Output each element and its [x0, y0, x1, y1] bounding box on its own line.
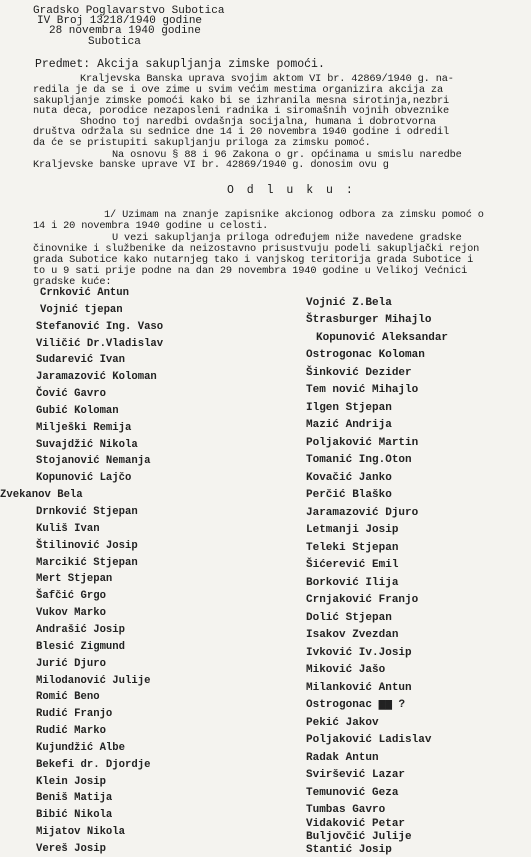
list-item: Sudarević Ivan — [36, 354, 126, 366]
list-item: Kujundžić Albe — [36, 742, 126, 754]
list-item: Viličić Dr.Vladislav — [36, 338, 164, 350]
list-item: Romić Beno — [36, 691, 100, 703]
list-item: Poljaković Martin — [306, 437, 419, 449]
decision-line-6: to u 9 sati prije podne na dan 29 novembra 1940 godine u Velikoj Većnici — [33, 265, 468, 277]
list-item: Šafčić Grgo — [36, 590, 106, 602]
list-item: Radak Antun — [306, 752, 379, 764]
list-item: Šinković Dezider — [306, 367, 412, 379]
list-item: Blesić Zigmund — [36, 641, 126, 653]
list-item: Čović Gavro — [36, 388, 106, 400]
intro-line-9: Kraljevske banske uprave VI br. 42869/1940 g. donosim ovu g — [33, 159, 389, 171]
decision-title: O d l u k u : — [227, 184, 356, 197]
intro-line-8: Na osnovu § 88 i 96 Zakona o gr. općinama u smislu naredbe — [112, 149, 462, 161]
list-item: Kovačić Janko — [306, 472, 392, 484]
header-line-2: IV Broj 13218/1940 godine — [37, 15, 203, 27]
intro-line-2: redila je da se i ove zime u svim većim mestima organizira akcija za — [33, 84, 443, 96]
list-item: Štrasburger Mihajlo — [306, 314, 432, 326]
decision-line-2: 14 i 20 novembra 1940 godine u celosti. — [33, 220, 269, 232]
list-item: Poljaković Ladislav — [306, 734, 432, 746]
list-item: Milodanović Julije — [36, 675, 151, 687]
list-item: Milješki Remija — [36, 422, 132, 434]
list-item: Jaramazović Djuro — [306, 507, 419, 519]
list-item: Tomanić Ing.Oton — [306, 454, 412, 466]
list-item: Milanković Antun — [306, 682, 412, 694]
list-item: Drnković Stjepan — [36, 506, 138, 518]
list-item-label: Ostrogonac — [306, 699, 379, 711]
decision-line-1: 1/ Uzimam na znanje zapisnike akcionog odbora za zimsku pomoć o — [104, 209, 484, 221]
list-item: Isakov Zvezdan — [306, 629, 399, 641]
list-item: Andrašić Josip — [36, 624, 126, 636]
list-item: Kopunović Lajčo — [36, 472, 132, 484]
list-item: Teleki Stjepan — [306, 542, 399, 554]
list-item: Bibić Nikola — [36, 809, 113, 821]
list-item: Beniš Matija — [36, 792, 113, 804]
list-item: Vidaković Petar — [306, 818, 406, 830]
list-item: Klein Josip — [36, 776, 106, 788]
list-item: Jaramazović Koloman — [36, 371, 157, 383]
ink-blot-icon: ▆▆ ? — [378, 699, 406, 711]
list-item: Sviršević Lazar — [306, 769, 406, 781]
list-item: Vereš Josip — [36, 843, 106, 855]
decision-line-3: U vezi sakupljanja priloga određujem niže navedene gradske — [112, 232, 462, 244]
list-item: Ilgen Stjepan — [306, 402, 392, 414]
list-item: Rudić Marko — [36, 725, 106, 737]
list-item: Crnković Antun — [40, 287, 130, 299]
list-item: Miković Jašo — [306, 664, 386, 676]
header-line-4: Subotica — [88, 36, 141, 48]
intro-line-4: nuta deca, porodice nezaposleni radnika i siromašnih vojnih obveznike — [33, 105, 450, 117]
list-item: Stefanović Ing. Vaso — [36, 321, 164, 333]
list-item: Ivković Iv.Josip — [306, 647, 412, 659]
list-item: Kuliš Ivan — [36, 523, 100, 535]
list-item: Jurić Djuro — [36, 658, 106, 670]
list-item: Šićerević Emil — [306, 559, 399, 571]
list-item: Vojnić Z.Bela — [306, 297, 392, 309]
list-item: Borković Ilija — [306, 577, 399, 589]
list-item: Vojnić tjepan — [40, 304, 123, 316]
list-item: Rudić Franjo — [36, 708, 113, 720]
list-item: Tumbas Gavro — [306, 804, 386, 816]
list-item: Zvekanov Bela — [0, 489, 83, 501]
list-item: Stojanović Nemanja — [36, 455, 151, 467]
intro-line-5: Shodno toj naredbi ovdašnja socijalna, humana i dobrotvorna — [80, 116, 436, 128]
list-item: Perčić Blaško — [306, 489, 392, 501]
list-item: Stantić Josip — [306, 844, 392, 856]
intro-line-6: društva održala su sednice dne 14 i 20 novembra 1940 godine i odredil — [33, 126, 450, 138]
list-item: Kopunović Aleksandar — [316, 332, 449, 344]
list-item: Gubić Koloman — [36, 405, 119, 417]
list-item: Štilinović Josip — [36, 540, 138, 552]
list-item: Suvajdžić Nikola — [36, 439, 138, 451]
intro-line-3: sakupljanje zimske pomoći kako bi se izhranila mesna sirotinja,nezbri — [33, 95, 450, 107]
list-item: Dolić Stjepan — [306, 612, 392, 624]
intro-line-7: da će se pristupiti sakupljanju priloga za zimsku pomoć. — [33, 137, 371, 149]
header-line-1: Gradsko Poglavarstvo Subotica — [33, 5, 225, 17]
decision-line-5: grada Subotice kako nutarnjeg tako i vanjskog teritorija grada Subotice i — [33, 254, 474, 266]
list-item: Letmanji Josip — [306, 524, 399, 536]
header-line-3: 28 novembra 1940 godine — [49, 25, 201, 37]
subject-line: Predmet: Akcija sakupljanja zimske pomoći. — [35, 58, 325, 71]
decision-line-4: činovnike i službenike da neizostavno prisustvuju podeli sakupljački rejon — [33, 243, 480, 255]
list-item: Crnjaković Franjo — [306, 594, 419, 606]
list-item: Mazić Andrija — [306, 419, 392, 431]
list-item — [306, 698, 405, 712]
list-item: Mijatov Nikola — [36, 826, 126, 838]
list-item: Vukov Marko — [36, 607, 106, 619]
intro-line-1: Kraljevska Banska uprava svojim aktom VI br. 42869/1940 g. na- — [80, 73, 454, 85]
list-item: Temunović Geza — [306, 787, 399, 799]
list-item: Marcikić Stjepan — [36, 557, 138, 569]
list-item: Ostrogonac Koloman — [306, 349, 425, 361]
list-item: Tem nović Mihajlo — [306, 384, 419, 396]
list-item: Mert Stjepan — [36, 573, 113, 585]
list-item: Pekić Jakov — [306, 717, 379, 729]
list-item: Bekefi dr. Djordje — [36, 759, 151, 771]
list-item: Buljovčić Julije — [306, 831, 412, 843]
decision-line-7: gradske kuće: — [33, 276, 112, 288]
